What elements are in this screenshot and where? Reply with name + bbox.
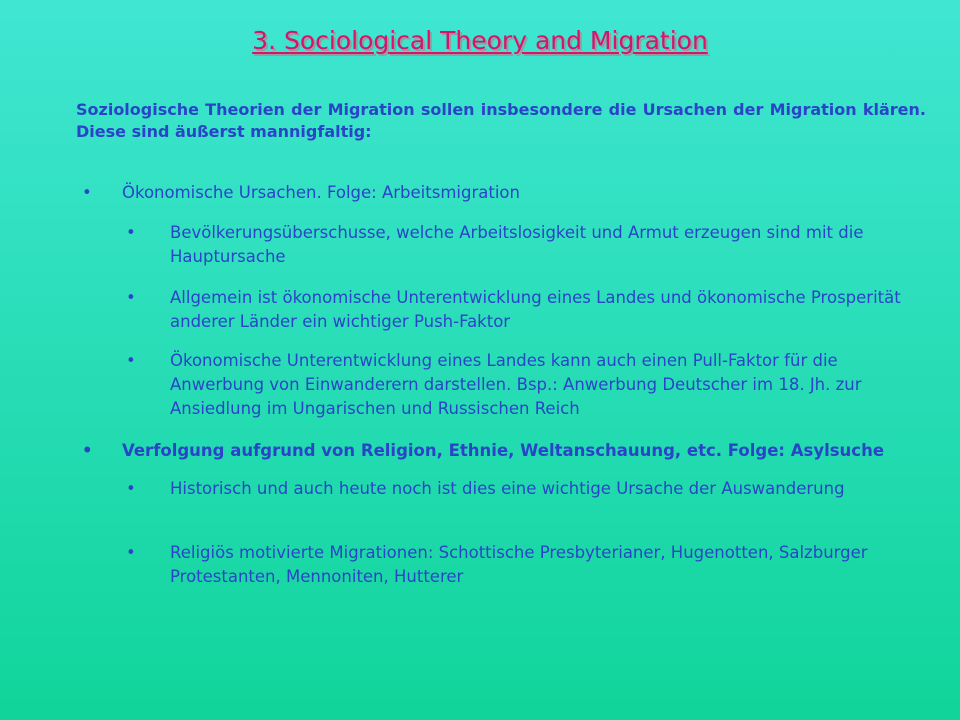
sub-bullet-text: Allgemein ist ökonomische Unterentwicklung eines Landes und ökonomische Prosperität anderer Länder ein wichtiger Push-Faktor	[170, 288, 901, 331]
sub-bullet-text: Historisch und auch heute noch ist dies eine wichtige Ursache der Auswanderung	[170, 479, 845, 498]
bullet-marker: •	[126, 479, 136, 498]
bullet-economic-causes	[82, 181, 932, 205]
sub-bullet-historical-cause	[126, 477, 932, 501]
bullet-marker: •	[126, 351, 136, 370]
bullet-marker: •	[126, 223, 136, 242]
sub-bullet-population-surplus	[126, 221, 932, 269]
sub-bullet-religious-migrations	[126, 541, 932, 589]
bullet-text: Ökonomische Ursachen. Folge: Arbeitsmigration	[122, 183, 520, 202]
sub-bullet-text: Ökonomische Unterentwicklung eines Landes kann auch einen Pull-Faktor für die Anwerbung von Einwanderern darstellen. Bsp.: Anwerbung Deutscher im 18. Jh. zur Ansiedlung im Ungarischen und Russischen Reich	[170, 351, 862, 418]
sub-bullet-text: Religiös motivierte Migrationen: Schottische Presbyterianer, Hugenotten, Salzburger Protestanten, Mennoniten, Hutterer	[170, 543, 868, 586]
bullet-persecution	[82, 439, 932, 463]
bullet-marker: •	[126, 288, 136, 307]
sub-bullet-push-factor	[126, 286, 932, 334]
bullet-marker: •	[82, 183, 92, 202]
slide-title: 3. Sociological Theory and Migration	[252, 26, 708, 55]
bullet-marker: •	[126, 543, 136, 562]
bullet-marker: •	[82, 441, 93, 460]
bullet-text: Verfolgung aufgrund von Religion, Ethnie, Weltanschauung, etc. Folge: Asylsuche	[122, 441, 885, 460]
sub-bullet-pull-factor	[126, 349, 932, 421]
sub-bullet-text: Bevölkerungsüberschusse, welche Arbeitslosigkeit und Armut erzeugen sind mit die Hauptursache	[170, 223, 864, 266]
intro-paragraph: Soziologische Theorien der Migration sollen insbesondere die Ursachen der Migration klären. Diese sind äußerst mannigfaltig:	[76, 100, 926, 141]
